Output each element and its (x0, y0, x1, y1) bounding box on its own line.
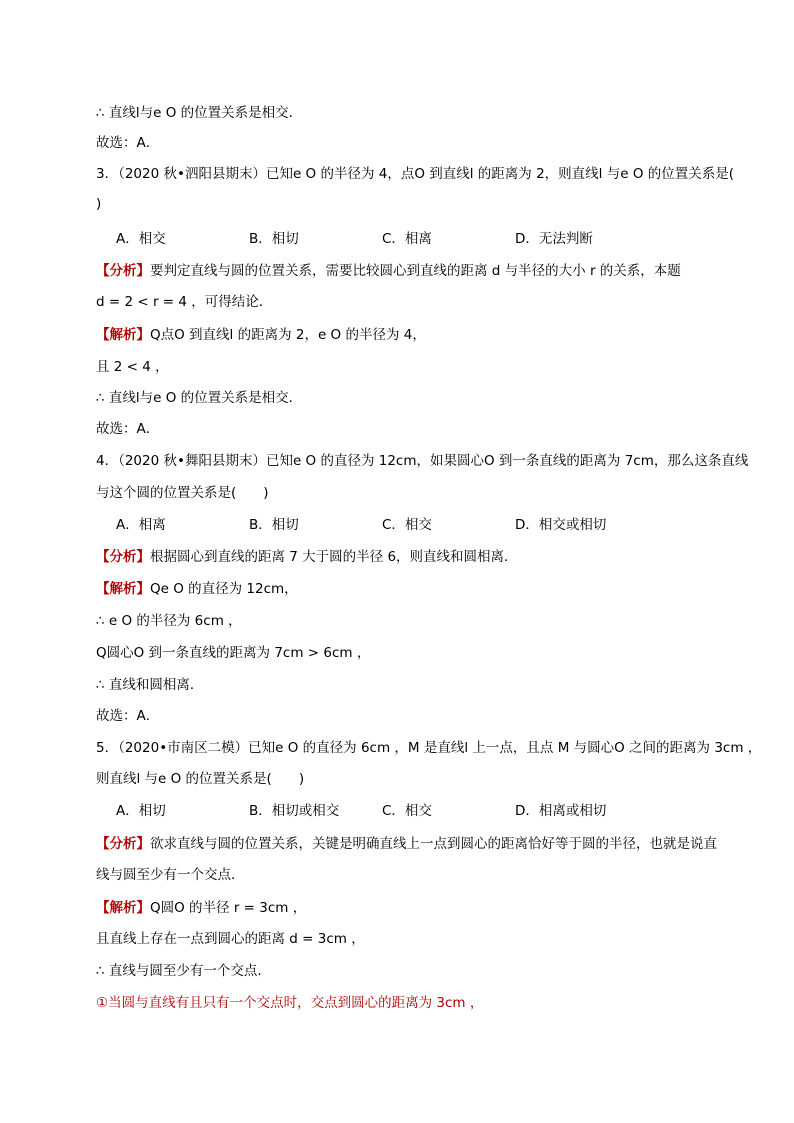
solution-tag: 【解析】 (96, 900, 150, 916)
option-b: B．相切 (249, 517, 299, 533)
analysis-tag: 【分析】 (96, 263, 150, 279)
options-q3 (116, 229, 593, 249)
option-d: D．相交或相切 (515, 517, 607, 533)
text-line: 故选：A． (96, 708, 160, 724)
option-a: A．相切 (116, 803, 166, 819)
question-4-cont: 与这个圆的位置关系是( ) (96, 485, 269, 501)
case-one-line: ①当圆与直线有且只有一个交点时，交点到圆心的距离为 3cm ， (96, 995, 484, 1011)
options-q4 (116, 515, 606, 535)
question-4: 4．（2020 秋•舞阳县期末）已知e O 的直径为 12cm，如果圆心O 到一条直线的距离为 7cm，那么这条直线 (96, 453, 749, 469)
option-c: C．相离 (382, 231, 432, 247)
option-a: A．相离 (116, 517, 166, 533)
text-line: 故选：A． (96, 421, 160, 437)
solution-q4 (96, 579, 298, 599)
text-line: 且直线上存在一点到圆心的距离 d = 3cm ， (96, 931, 365, 947)
text-line: ∴ 直线和圆相离． (96, 677, 204, 693)
analysis-q5 (96, 834, 717, 854)
solution-tag: 【解析】 (96, 581, 150, 597)
solution-q5 (96, 898, 306, 918)
question-3: 3．（2020 秋•泗阳县期末）已知e O 的半径为 4，点O 到直线l 的距离为 2，则直线l 与e O 的位置关系是( (96, 166, 735, 182)
option-c: C．相交 (382, 517, 432, 533)
text-line: ∴ 直线与圆至少有一个交点． (96, 963, 271, 979)
solution-tag: 【解析】 (96, 327, 150, 343)
analysis-q4 (96, 547, 518, 567)
option-d: D．相离或相切 (515, 803, 607, 819)
analysis-q3 (96, 261, 681, 281)
text-line: 故选：A． (96, 135, 160, 151)
solution-text: Q圆O 的半径 r = 3cm ， (150, 900, 307, 916)
analysis-text: 根据圆心到直线的距离 7 大于圆的半径 6，则直线和圆相离． (150, 549, 518, 565)
text-line: ∴ e O 的半径为 6cm ， (96, 613, 242, 629)
option-b: B．相切或相交 (249, 803, 340, 819)
options-q5 (116, 801, 606, 821)
question-5: 5．（2020•市南区二模）已知e O 的直径为 6cm ，M 是直线l 上一点，且点 M 与圆心O 之间的距离为 3cm ， (96, 740, 762, 756)
solution-text: Q点O 到直线l 的距离为 2，e O 的半径为 4， (150, 327, 426, 343)
text-line: 线与圆至少有一个交点． (96, 867, 245, 883)
solution-text: Qe O 的直径为 12cm， (150, 581, 298, 597)
option-b: B．相切 (249, 231, 299, 247)
option-d: D．无法判断 (515, 231, 593, 247)
analysis-text: 要判定直线与圆的位置关系，需要比较圆心到直线的距离 d 与半径的大小 r 的关系，本题 (150, 263, 681, 279)
analysis-text: 欲求直线与圆的位置关系，关键是明确直线上一点到圆心的距离恰好等于圆的半径，也就是说直 (150, 836, 717, 852)
text-line: Q圆心O 到一条直线的距离为 7cm > 6cm ， (96, 645, 371, 661)
solution-q3 (96, 325, 426, 345)
text-line: 且 2 < 4 ， (96, 359, 169, 375)
analysis-tag: 【分析】 (96, 836, 150, 852)
text-line: d = 2 < r = 4 ，可得结论． (96, 294, 273, 310)
question-5-cont: 则直线l 与e O 的位置关系是( ) (96, 771, 305, 787)
option-c: C．相交 (382, 803, 432, 819)
analysis-tag: 【分析】 (96, 549, 150, 565)
text-line: ∴ 直线l与e O 的位置关系是相交． (96, 105, 303, 121)
option-a: A．相交 (116, 231, 166, 247)
text-line: ∴ 直线l与e O 的位置关系是相交． (96, 390, 303, 406)
question-3-bracket: ) (96, 196, 102, 212)
